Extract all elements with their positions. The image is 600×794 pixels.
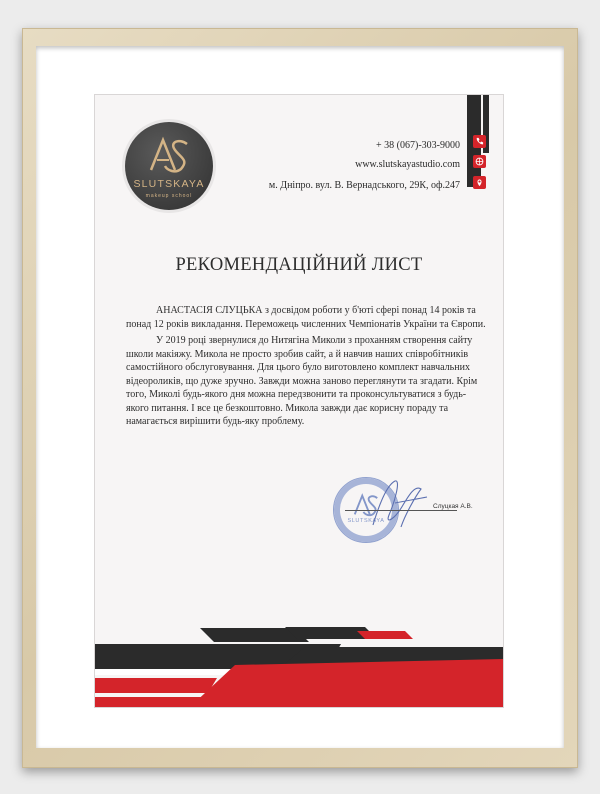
letter-paragraph-1: АНАСТАСІЯ СЛУЦЬКА з досвідом роботи у б'юті сфері понад 14 років та понад 12 років викладання. Переможець численних Чемпіонатів України та Європи. — [126, 305, 486, 330]
letter-title: РЕКОМЕНДАЦІЙНИЙ ЛИСТ — [175, 255, 423, 275]
signer-name: Слуцкая А.В. — [433, 503, 473, 510]
school-logo — [125, 122, 213, 210]
contact-website: www.slutskayastudio.com — [355, 159, 460, 170]
letter-paragraph-2: У 2019 році звернулися до Нитягіна Миколи з проханням створення сайту школи макіяжу. Микола не просто зробив сайт, а й навчив наших співробітників самостійного обслуговування. Для цього було виготовлено комплект навчальних відеороликів, що дуже зручно. Завжди можна заново переглянути та згадати. Крім того, Миколі будь-якого дня можна передзвонити та проконсультуватися з будь-якого питання. І все це безкоштовно. Микола завжди дає корисну пораду та намагається вирішити будь-яку проблему. — [126, 335, 478, 427]
location-pin-icon — [473, 176, 486, 189]
web-icon — [473, 155, 486, 168]
signature-line — [345, 510, 457, 511]
footer-stripes — [95, 625, 503, 707]
contact-address: м. Дніпро. вул. В. Вернадського, 29К, оф.247 — [268, 180, 460, 191]
letter-body — [126, 304, 486, 432]
contact-phone: + 38 (067)-303-9000 — [376, 140, 460, 151]
logo-monogram-icon — [145, 136, 193, 174]
phone-icon — [473, 135, 486, 148]
letter-page — [95, 95, 503, 707]
handwritten-signature — [365, 475, 435, 535]
stamp-text: SLUTSKAYA — [347, 518, 385, 524]
logo-subtext: makeup school — [145, 193, 193, 199]
logo-name: SLUTSKAYA — [133, 178, 205, 190]
